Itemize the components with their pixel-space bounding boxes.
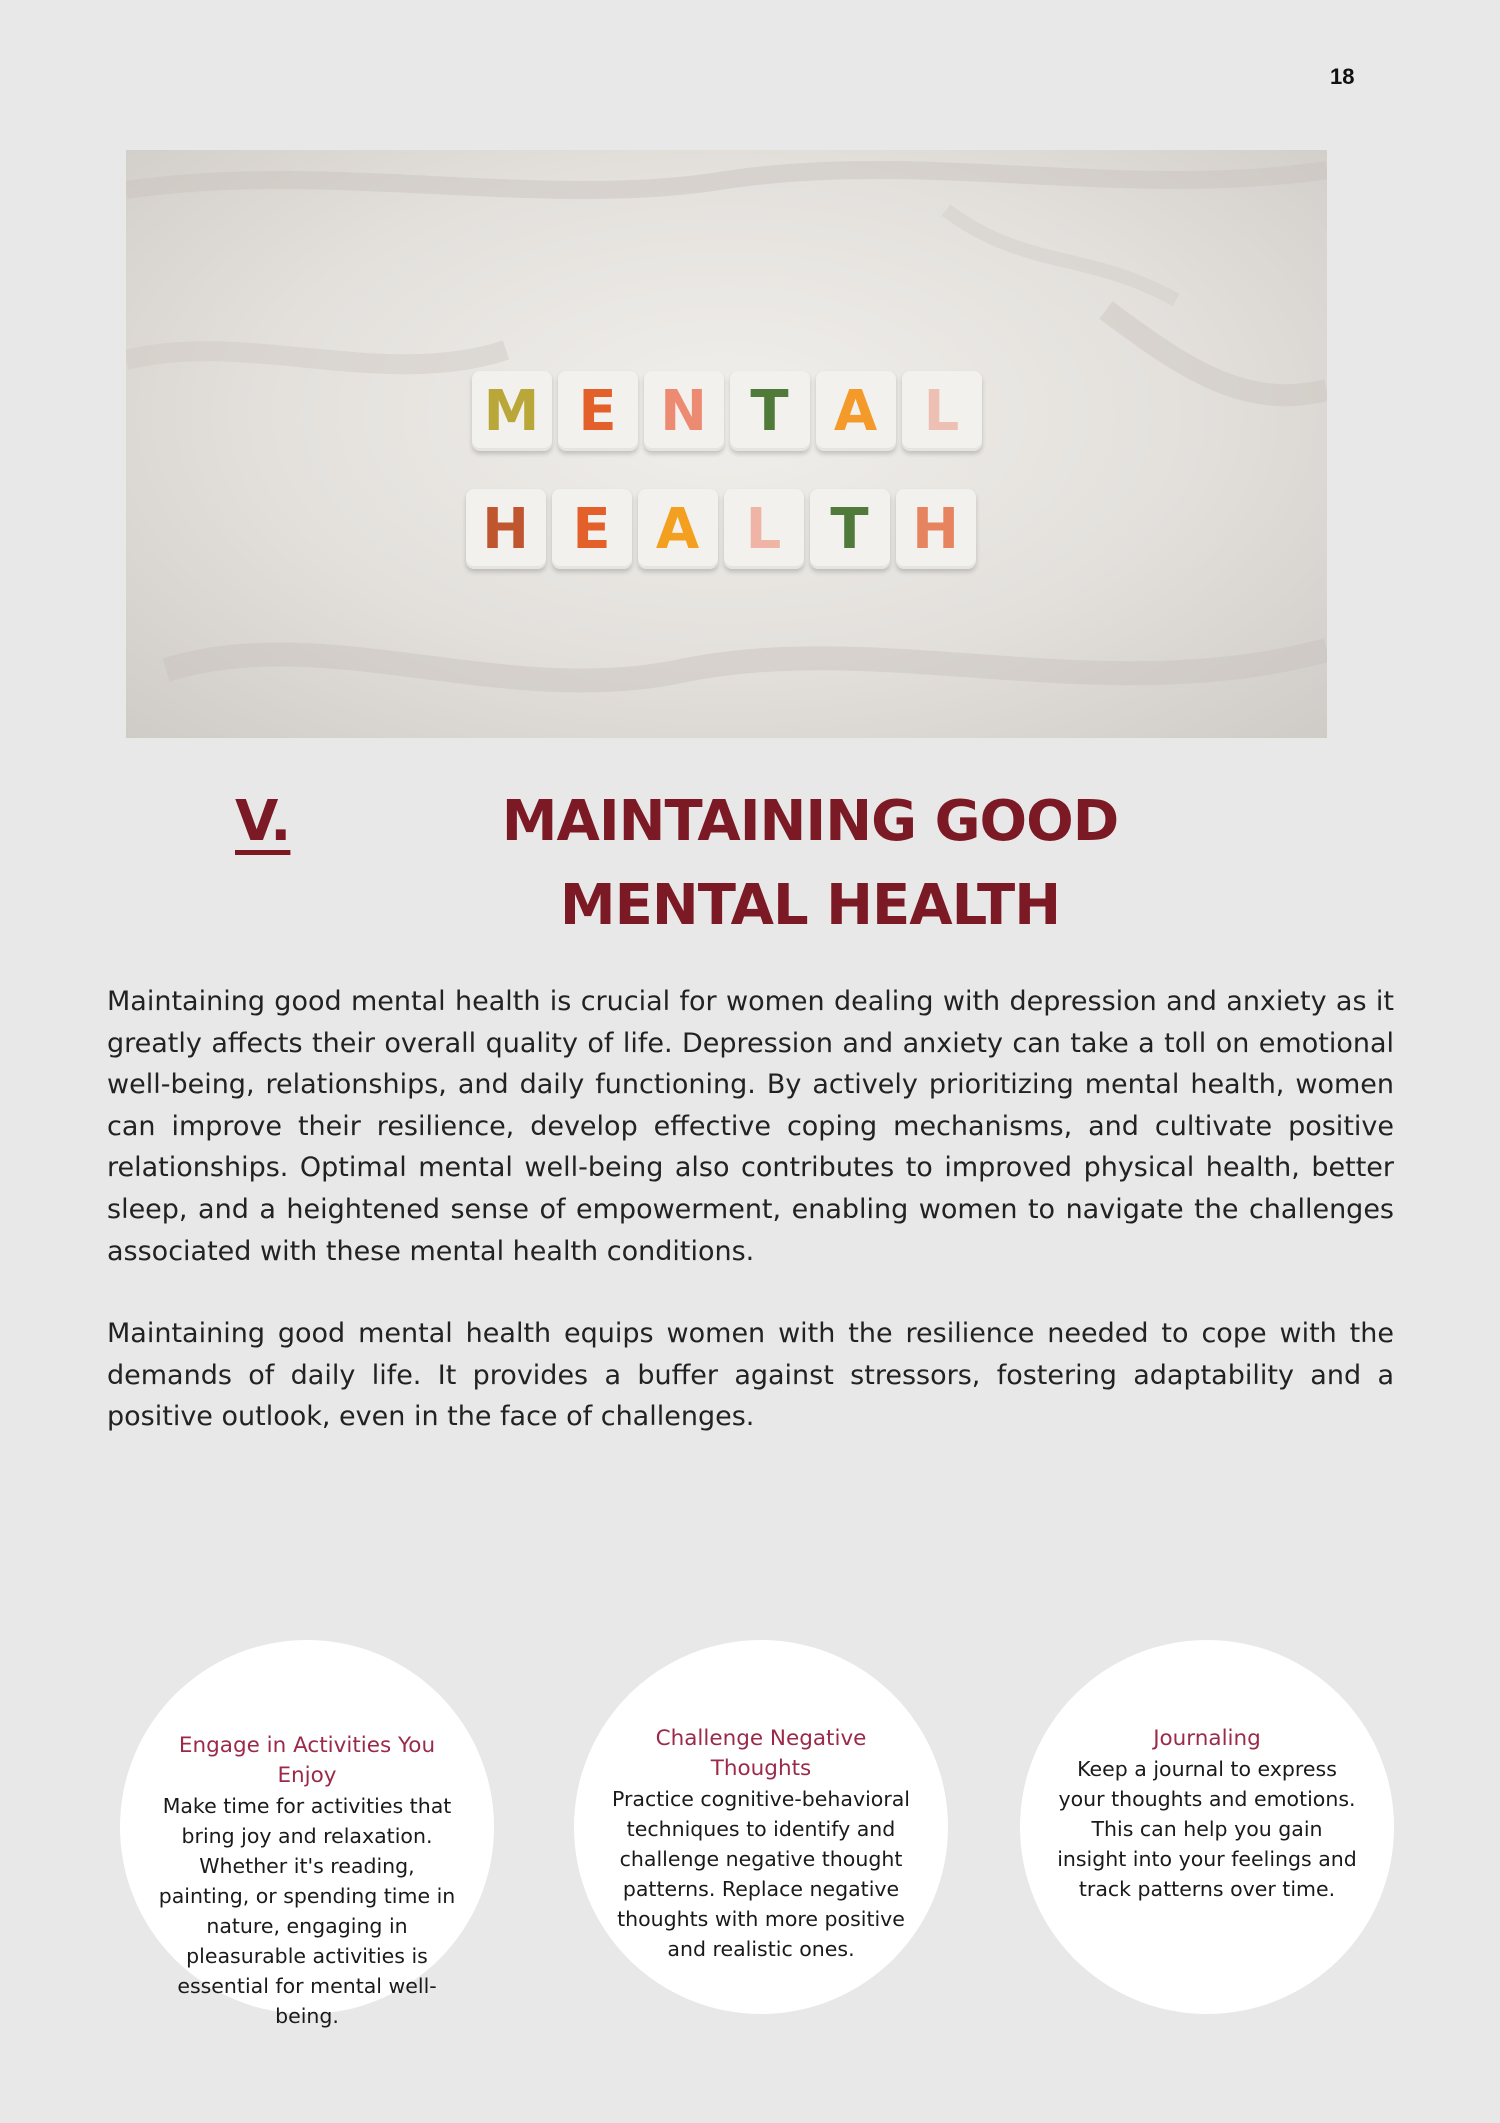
letter-tile: L: [724, 489, 804, 569]
letter-tile: E: [558, 371, 638, 451]
letter-tile: T: [810, 489, 890, 569]
letter-tile: T: [730, 371, 810, 451]
letter-tile: M: [472, 371, 552, 451]
paragraph-1: Maintaining good mental health is crucial for women dealing with depression and anxiety as it greatly affects their overall quality of life. Depression and anxiety can take a toll on emotional well-being, relationships, and daily functioning. By actively prioritizing mental health, women can improve their resilience, develop effective coping mechanisms, and cultivate positive relationships. Optimal mental well-being also contributes to improved physical health, better sleep, and a heightened sense of empowerment, enabling women to navigate the challenges associated with these mental health conditions.: [107, 986, 1394, 1267]
letter-tile: H: [466, 489, 546, 569]
mental-health-photo: [126, 150, 1327, 738]
tip-title: Challenge Negative Thoughts: [655, 1726, 867, 1781]
tip-body: Practice cognitive-behavioral techniques to identify and challenge negative thought patterns. Replace negative thoughts with more positive and realistic ones.: [611, 1787, 911, 1961]
tip-circle-journaling: [1020, 1640, 1394, 2014]
letter-tile: E: [552, 489, 632, 569]
paragraph-2: Maintaining good mental health equips women with the resilience needed to cope with the demands of daily life. It provides a buffer against stressors, fostering adaptability and a positive outlook, even in the face of challenges.: [107, 1318, 1394, 1433]
letter-tile: A: [816, 371, 896, 451]
section-title: MAINTAINING GOOD MENTAL HEALTH: [501, 789, 1119, 938]
letter-tile: N: [644, 371, 724, 451]
tip-title: Journaling: [1153, 1726, 1261, 1751]
section-number: V.: [235, 789, 291, 854]
letter-tile: A: [638, 489, 718, 569]
tip-title: Engage in Activities You Enjoy: [178, 1733, 436, 1788]
letter-tile: H: [896, 489, 976, 569]
letter-tile: L: [902, 371, 982, 451]
tip-circle-negative-thoughts: [574, 1640, 948, 2014]
tile-row-mental: [126, 371, 1327, 451]
page-number: 18: [1330, 64, 1355, 89]
tip-body: Make time for activities that bring joy and relaxation. Whether it's reading, painting, or spending time in nature, engaging in pleasurable activities is essential for mental well-being.: [158, 1794, 456, 2028]
tip-body: Keep a journal to express your thoughts and emotions. This can help you gain insight into your feelings and track patterns over time.: [1057, 1757, 1357, 1901]
tile-row-health: [126, 489, 1321, 569]
tip-circle-activities: [120, 1640, 494, 2028]
